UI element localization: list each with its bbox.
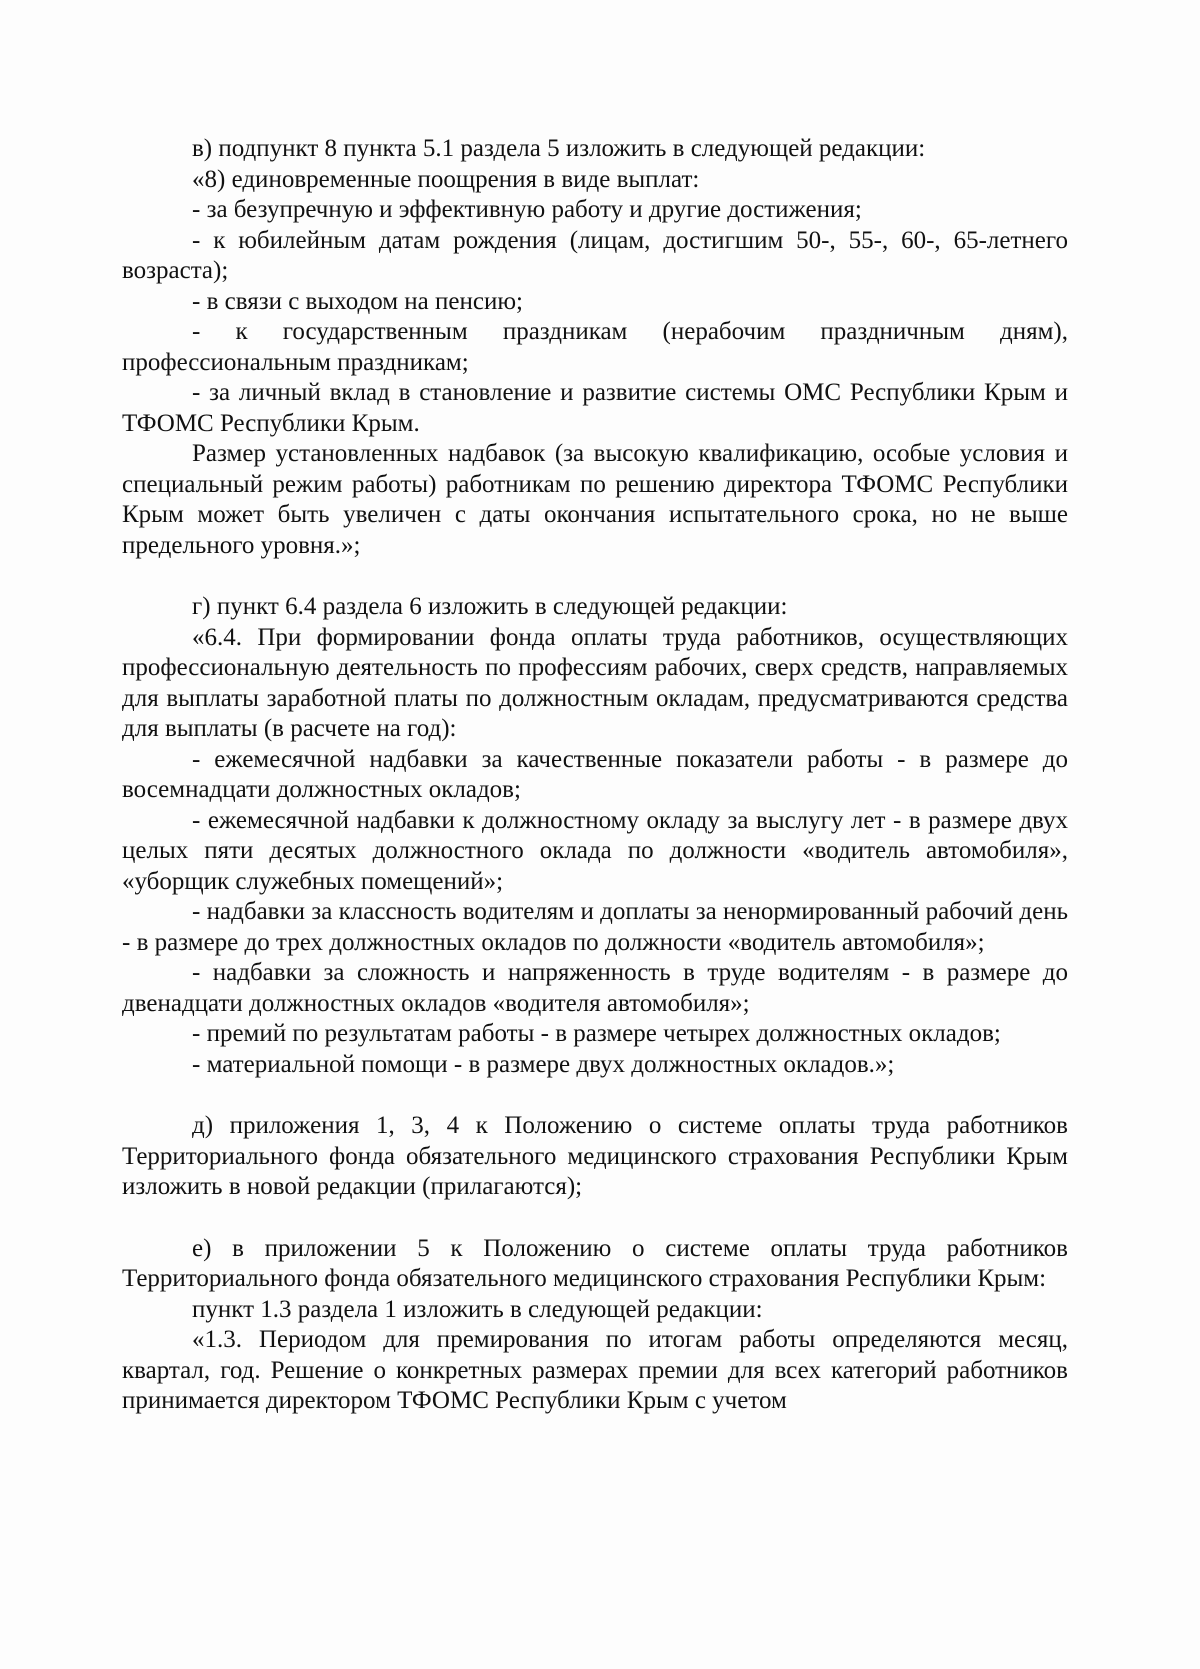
list-item: - за безупречную и эффективную работу и другие достижения; xyxy=(192,196,862,223)
list-item: - за личный вклад в становление и развитие системы ОМС Республики Крым и ТФОМС Республики Крым. xyxy=(122,379,1068,437)
document-body xyxy=(122,134,1068,1417)
paragraph-6-4: «6.4. При формировании фонда оплаты труда работников, осуществляющих профессиональную деятельность по профессиям рабочих, сверх средств, направляемых для выплаты заработной платы по должностным окладам, предусматриваются средства для выплаты (в расчете на год): xyxy=(122,623,1068,742)
list-item: - ежемесячной надбавки к должностному окладу за выслугу лет - в размере двух целых пяти десятых должностного оклада по должности «водитель автомобиля», «уборщик служебных помещений»; xyxy=(122,806,1068,895)
paragraph-allowances: Размер установленных надбавок (за высокую квалификацию, особые условия и специальный режим работы) работникам по решению директора ТФОМС Республики Крым может быть увеличен с даты окончания испытательного срока, но не выше предельного уровня.»; xyxy=(122,440,1068,559)
paragraph-e: е) в приложении 5 к Положению о системе оплаты труда работников Территориального фонда обязательного медицинского страхования Республики Крым: xyxy=(122,1234,1068,1292)
paragraph-v: в) подпункт 8 пункта 5.1 раздела 5 изложить в следующей редакции: xyxy=(192,135,926,162)
list-item: - к государственным праздникам (нерабочим праздничным дням), профессиональным праздникам; xyxy=(122,318,1068,376)
paragraph-g: г) пункт 6.4 раздела 6 изложить в следующей редакции: xyxy=(192,593,788,620)
list-item: - премий по результатам работы - в размере четырех должностных окладов; xyxy=(192,1020,1001,1047)
list-item: - надбавки за классность водителям и доплаты за ненормированный рабочий день - в размере до трех должностных окладов по должности «водитель автомобиля»; xyxy=(122,898,1068,956)
paragraph-1-3: «1.3. Периодом для премирования по итогам работы определяются месяц, квартал, год. Решение о конкретных размерах премии для всех категорий работников принимается директором ТФОМС Республики Крым с учетом xyxy=(122,1326,1068,1414)
paragraph-d: д) приложения 1, 3, 4 к Положению о системе оплаты труда работников Территориального фонда обязательного медицинского страхования Республики Крым изложить в новой редакции (прилагаются); xyxy=(122,1112,1068,1200)
list-item: - в связи с выходом на пенсию; xyxy=(192,287,523,315)
paragraph-item-8-intro: «8) единовременные поощрения в виде выплат: xyxy=(192,165,700,193)
list-item: - надбавки за сложность и напряженность в труде водителям - в размере до двенадцати должностных окладов «водителя автомобиля»; xyxy=(122,959,1068,1017)
list-item: - материальной помощи - в размере двух должностных окладов.»; xyxy=(192,1050,895,1078)
paragraph-item-1-3-intro: пункт 1.3 раздела 1 изложить в следующей редакции: xyxy=(192,1295,763,1323)
list-item: - к юбилейным датам рождения (лицам, достигшим 50-, 55-, 60-, 65-летнего возраста); xyxy=(122,226,1068,284)
list-item: - ежемесячной надбавки за качественные показатели работы - в размере до восемнадцати должностных окладов; xyxy=(122,745,1068,803)
